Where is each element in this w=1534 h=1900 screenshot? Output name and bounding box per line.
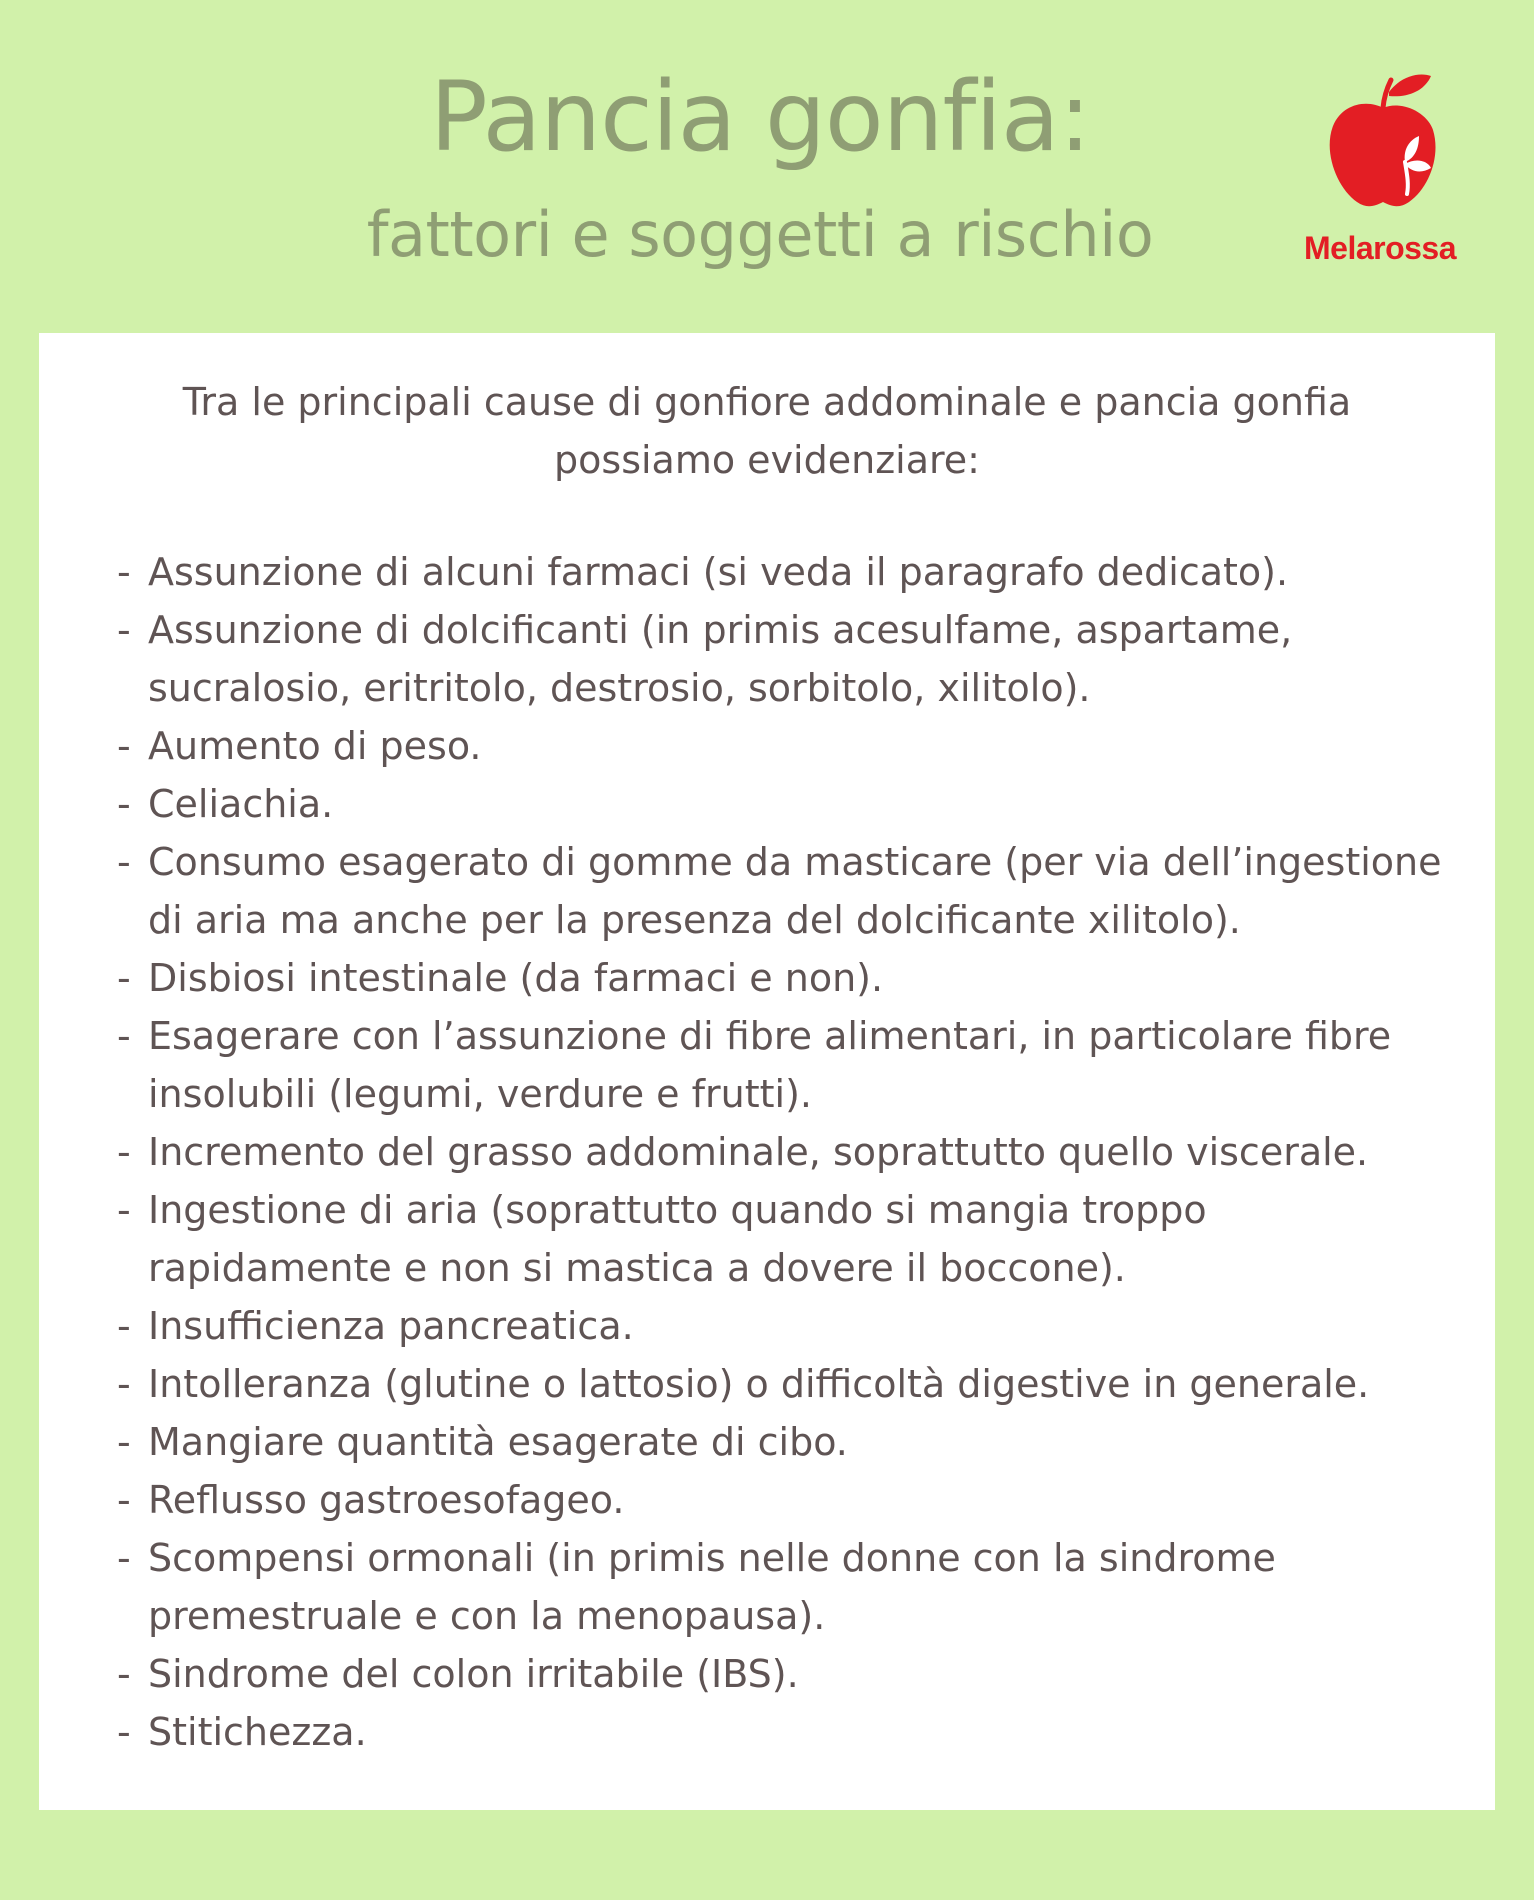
- list-item: - Incremento del grasso addominale, soprattutto quello viscerale.: [117, 1123, 1447, 1181]
- list-item: - Celiachia.: [117, 775, 1447, 833]
- content-card: [39, 333, 1495, 1810]
- list-item: - Stitichezza.: [117, 1703, 1447, 1761]
- list-item: - Assunzione di alcuni farmaci (si veda il paragrafo dedicato).: [117, 543, 1447, 601]
- list-item: - Aumento di peso.: [117, 717, 1447, 775]
- list-item: - Assunzione di dolcificanti (in primis acesulfame, aspartame, sucralosio, eritritolo, destrosio, sorbitolo, xilitolo).: [117, 601, 1447, 717]
- list-item: - Scompensi ormonali (in primis nelle donne con la sindrome premestruale e con la menopausa).: [117, 1529, 1447, 1645]
- page-title: Pancia gonfia:: [429, 61, 1091, 173]
- list-item: - Esagerare con l’assunzione di fibre alimentari, in particolare fibre insolubili (legumi, verdure e frutti).: [117, 1007, 1447, 1123]
- intro-text: Tra le principali cause di gonfiore addominale e pancia gonfia possiamo evidenziare:: [182, 380, 1352, 482]
- list-item: - Intolleranza (glutine o lattosio) o difficoltà digestive in generale.: [117, 1355, 1447, 1413]
- list-item: - Ingestione di aria (soprattutto quando si mangia troppo rapidamente e non si mastica a dovere il boccone).: [117, 1181, 1447, 1297]
- header: [0, 0, 1534, 320]
- list-item: - Sindrome del colon irritabile (IBS).: [117, 1645, 1447, 1703]
- logo-text: Melarossa: [1303, 230, 1457, 266]
- apple-icon: [1323, 70, 1443, 210]
- melarossa-logo: [1280, 70, 1480, 280]
- list-item: - Disbiosi intestinale (da farmaci e non).: [117, 949, 1447, 1007]
- list-item: - Reflusso gastroesofageo.: [117, 1471, 1447, 1529]
- list-item: - Consumo esagerato di gomme da masticare (per via dell’ingestione di aria ma anche per la presenza del dolcificante xilitolo).: [117, 833, 1447, 949]
- list-item: - Mangiare quantità esagerate di cibo.: [117, 1413, 1447, 1471]
- list-item: - Insufficienza pancreatica.: [117, 1297, 1447, 1355]
- page-subtitle: fattori e soggetti a rischio: [366, 198, 1154, 271]
- cause-list: [117, 543, 1447, 1761]
